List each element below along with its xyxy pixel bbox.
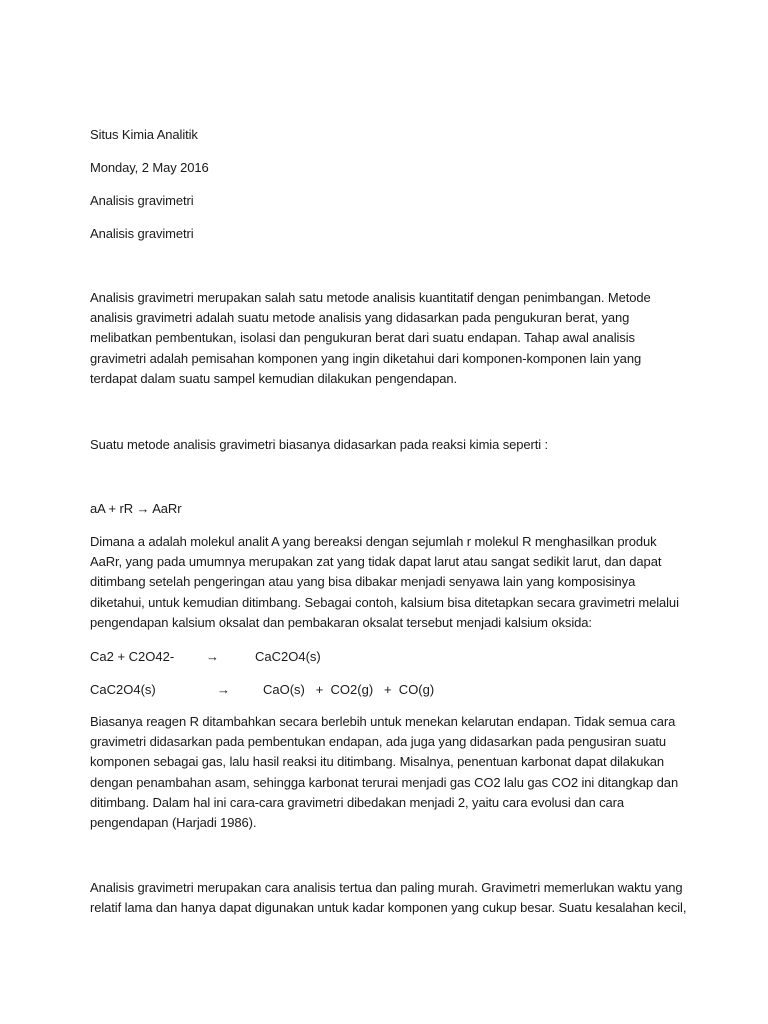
paragraph-line: pengendapan (Harjadi 1986). [90, 815, 257, 831]
paragraph-line: melibatkan pembentukan, isolasi dan pengukuran berat dari suatu endapan. Tahap awal analisis [90, 330, 635, 346]
paragraph-line: relatif lama dan hanya dapat digunakan untuk kadar komponen yang cukup besar. Suatu kesalahan kecil, [90, 900, 687, 916]
paragraph-line: Dimana a adalah molekul analit A yang bereaksi dengan sejumlah r molekul R menghasilkan produk [90, 534, 657, 549]
paragraph-line: AaRr, yang pada umumnya merupakan zat yang tidak dapat larut atau sangat sedikit larut, dan dapat [90, 554, 662, 570]
general-reaction: aA + rR → AaRr [90, 501, 182, 516]
post-date: Monday, 2 May 2016 [90, 160, 209, 175]
reaction-arrow-icon: → [217, 682, 230, 697]
post-title: Analisis gravimetri [90, 193, 194, 208]
paragraph-intro [90, 288, 690, 389]
paragraph-line: terdapat dalam suatu sampel kemudian dilakukan pengendapan. [90, 370, 458, 386]
paragraph-line: Biasanya reagen R ditambahkan secara berlebih untuk menekan kelarutan endapan. Tidak semua cara [90, 714, 676, 729]
equation-reactants: Ca2 + C2O42- [90, 649, 175, 664]
paragraph-reagent [90, 712, 690, 833]
equation-products: CaO(s) + CO2(g) + CO(g) [263, 682, 435, 697]
paragraph-line: Analisis gravimetri merupakan cara analisis tertua dan paling murah. Gravimetri memerlukan waktu yang [90, 880, 683, 895]
paragraph-line: gravimetri adalah pemisahan komponen yang ingin diketahui dari komponen-komponen lain yang [90, 350, 642, 366]
article-title: Analisis gravimetri [90, 226, 194, 241]
paragraph-line: komponen sebagai gas, lalu hasil reaksi itu ditimbang. Misalnya, penentuan karbonat dapat dilakukan [90, 754, 665, 770]
paragraph-line: diketahui, untuk kemudian ditimbang. Sebagai contoh, kalsium bisa ditetapkan secara gravimetri melalui [90, 594, 679, 610]
paragraph-line: dengan penambahan asam, sehingga karbonat terurai menjadi gas CO2 lalu gas CO2 ini ditangkap dan [90, 774, 679, 790]
paragraph-line: gravimetri didasarkan pada pembentukan endapan, ada juga yang didasarkan pada pengusiran suatu [90, 734, 667, 750]
paragraph-reaction-intro: Suatu metode analisis gravimetri biasanya didasarkan pada reaksi kimia seperti : [90, 437, 549, 452]
reaction-arrow-icon: → [206, 649, 219, 664]
paragraph-line: Analisis gravimetri merupakan salah satu metode analisis kuantitatif dengan penimbangan. Metode [90, 290, 651, 305]
paragraph-line: ditimbang setelah pengeringan atau yang bisa dibakar menjadi senyawa lain yang komposisinya [90, 574, 636, 590]
site-title: Situs Kimia Analitik [90, 127, 198, 142]
paragraph-line: analisis gravimetri adalah suatu metode analisis yang didasarkan pada pengukuran berat, yang [90, 310, 630, 326]
paragraph-advantages [90, 878, 690, 918]
equation-products: CaC2O4(s) [255, 649, 321, 664]
paragraph-explanation [90, 532, 690, 633]
paragraph-line: pengendapan kalsium oksalat dan pembakaran oksalat tersebut menjadi kalsium oksida: [90, 614, 592, 630]
equation-reactants: CaC2O4(s) [90, 682, 156, 697]
paragraph-line: ditimbang. Dalam hal ini cara-cara gravimetri dibedakan menjadi 2, yaitu cara evolusi dan cara [90, 794, 624, 810]
